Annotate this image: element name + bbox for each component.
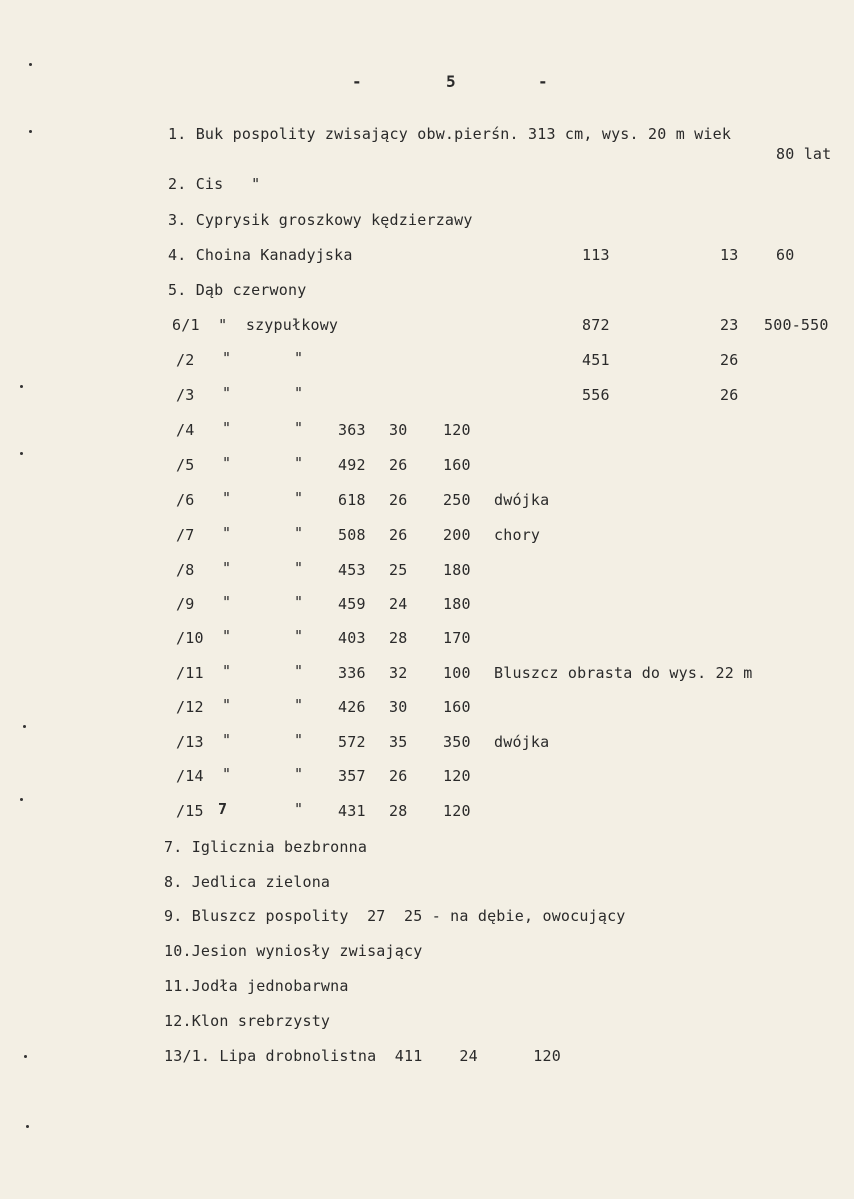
subrow-age: 180: [443, 561, 471, 579]
subrow-girth: 508: [338, 526, 366, 544]
item-3-label: 3. Cyprysik groszkowy kędzierzawy: [168, 211, 473, 229]
subrow-age: 200: [443, 526, 471, 544]
subrow-ditto: ": [294, 593, 304, 611]
item-4-height: 13: [720, 246, 739, 264]
subrow-note: Bluszcz obrasta do wys. 22 m: [494, 664, 753, 682]
margin-dot: [26, 1125, 29, 1128]
subrow-num: /8: [176, 561, 195, 579]
item-6-3-height: 26: [720, 386, 739, 404]
subrow-age: 250: [443, 491, 471, 509]
subrow-num: /13: [176, 733, 204, 751]
subrow-age: 180: [443, 595, 471, 613]
subrow-note: dwójka: [494, 491, 550, 509]
subrow-ditto: ": [294, 454, 304, 472]
subrow-ditto: ": [222, 662, 232, 680]
subrow-age: 120: [443, 802, 471, 820]
subrow-height: 24: [389, 595, 408, 613]
item-12-label: 12.Klon srebrzysty: [164, 1012, 331, 1030]
subrow-height: 28: [389, 629, 408, 647]
margin-dot: [29, 130, 32, 133]
subrow-ditto: ": [294, 559, 304, 577]
item-11-label: 11.Jodła jednobarwna: [164, 977, 349, 995]
subrow-ditto: ": [222, 696, 232, 714]
subrow-num: /10: [176, 629, 204, 647]
item-2-label: 2. Cis ": [168, 175, 261, 193]
item-6-3-ditto: ": [222, 384, 232, 402]
subrow-girth: 459: [338, 595, 366, 613]
item-6-2-height: 26: [720, 351, 739, 369]
subrow-girth: 336: [338, 664, 366, 682]
margin-dot: [29, 63, 32, 66]
subrow-girth: 618: [338, 491, 366, 509]
subrow-num: /15: [176, 802, 204, 820]
item-4-label: 4. Choina Kanadyjska: [168, 246, 353, 264]
item-13-label: 13/1. Lipa drobnolistna 411 24 120: [164, 1047, 561, 1065]
subrow-ditto: ": [294, 662, 304, 680]
subrow-girth: 403: [338, 629, 366, 647]
subrow-note: dwójka: [494, 733, 550, 751]
subrow-num: /14: [176, 767, 204, 785]
page-number: 5: [446, 72, 456, 91]
subrow-ditto: ": [294, 696, 304, 714]
item-9-label: 9. Bluszcz pospolity 27 25 - na dębie, owocujący: [164, 907, 626, 925]
header-dash-left: -: [352, 72, 362, 91]
item-7-label: 7. Iglicznia bezbronna: [164, 838, 368, 856]
subrow-age: 120: [443, 421, 471, 439]
item-6-1-girth: 872: [582, 316, 610, 334]
subrow-ditto: ": [222, 731, 232, 749]
item-6-2-ditto: ": [294, 349, 304, 367]
subrow-ditto: ": [222, 593, 232, 611]
subrow-ditto: ": [222, 489, 232, 507]
subrow-girth: 453: [338, 561, 366, 579]
subrow-note: chory: [494, 526, 541, 544]
subrow-height: 32: [389, 664, 408, 682]
item-6-2-girth: 451: [582, 351, 610, 369]
margin-dot: [20, 452, 23, 455]
subrow-height: 28: [389, 802, 408, 820]
item-6-2-ditto: ": [222, 349, 232, 367]
subrow-height: 30: [389, 421, 408, 439]
item-6-1-height: 23: [720, 316, 739, 334]
subrow-ditto: ": [222, 627, 232, 645]
subrow-age: 120: [443, 767, 471, 785]
item-6-1-label: 6/1 " szypułkowy: [172, 316, 339, 334]
subrow-ditto: ": [294, 489, 304, 507]
subrow-girth: 572: [338, 733, 366, 751]
subrow-age: 160: [443, 456, 471, 474]
subrow-ditto: ": [222, 765, 232, 783]
item-6-3-ditto: ": [294, 384, 304, 402]
margin-dot: [20, 798, 23, 801]
subrow-height: 26: [389, 767, 408, 785]
subrow-girth: 363: [338, 421, 366, 439]
subrow-num: /5: [176, 456, 195, 474]
item-8-label: 8. Jedlica zielona: [164, 873, 331, 891]
subrow-age: 100: [443, 664, 471, 682]
subrow-height: 35: [389, 733, 408, 751]
subrow-num: /7: [176, 526, 195, 544]
item-10-label: 10.Jesion wyniosły zwisający: [164, 942, 423, 960]
subrow-num: /4: [176, 421, 195, 439]
item-6-3-girth: 556: [582, 386, 610, 404]
subrow-ditto: ": [294, 524, 304, 542]
subrow-age: 170: [443, 629, 471, 647]
item-1-label: 1. Buk pospolity zwisający obw.pierśn. 313 cm, wys. 20 m wiek: [168, 125, 732, 143]
item-1-continuation: 80 lat: [776, 145, 832, 163]
subrow-ditto: ": [294, 765, 304, 783]
subrow-ditto: ": [294, 419, 304, 437]
subrow-girth: 431: [338, 802, 366, 820]
subrow-height: 26: [389, 526, 408, 544]
subrow-girth: 357: [338, 767, 366, 785]
subrow-girth: 426: [338, 698, 366, 716]
item-6-1-age: 500-550: [764, 316, 829, 334]
subrow-ditto: ": [294, 731, 304, 749]
subrow-num: /6: [176, 491, 195, 509]
subrow-height: 30: [389, 698, 408, 716]
subrow-age: 160: [443, 698, 471, 716]
item-4-girth: 113: [582, 246, 610, 264]
subrow-ditto: ": [222, 419, 232, 437]
margin-dot: [24, 1055, 27, 1058]
item-5-label: 5. Dąb czerwony: [168, 281, 307, 299]
subrow-ditto: ": [222, 559, 232, 577]
item-6-3-num: /3: [176, 386, 195, 404]
item-4-age: 60: [776, 246, 795, 264]
subrow-ditto: ": [222, 524, 232, 542]
subrow-num: /12: [176, 698, 204, 716]
subrow-num: /9: [176, 595, 195, 613]
subrow-age: 350: [443, 733, 471, 751]
subrow-height: 26: [389, 491, 408, 509]
subrow-ditto: ": [294, 800, 304, 818]
subrow-num: /11: [176, 664, 204, 682]
subrow-ditto: 7: [218, 800, 228, 818]
subrow-height: 25: [389, 561, 408, 579]
header-dash-right: -: [538, 72, 548, 91]
subrow-girth: 492: [338, 456, 366, 474]
item-6-2-num: /2: [176, 351, 195, 369]
margin-dot: [20, 385, 23, 388]
subrow-ditto: ": [294, 627, 304, 645]
margin-dot: [23, 725, 26, 728]
subrow-ditto: ": [222, 454, 232, 472]
subrow-height: 26: [389, 456, 408, 474]
